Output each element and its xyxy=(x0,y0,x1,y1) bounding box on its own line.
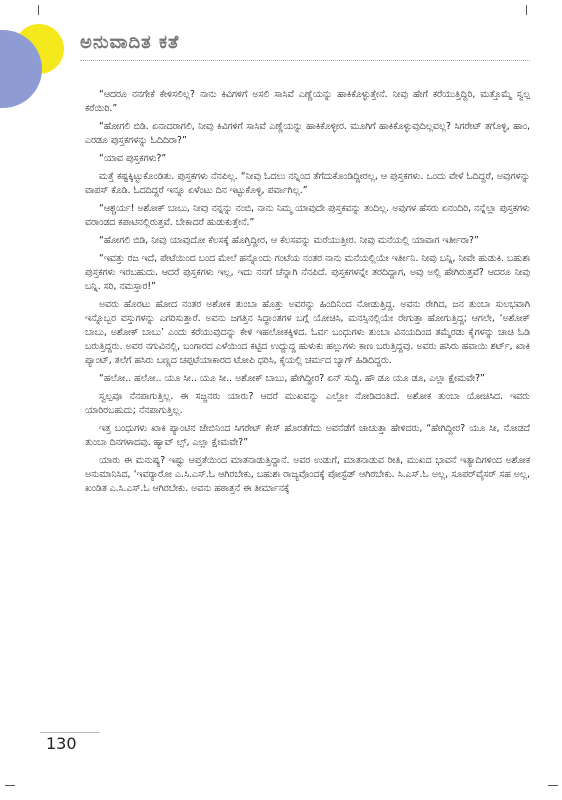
paragraph: ಸ್ವಲ್ಪವೂ ನೆನಪಾಗುತ್ತಿಲ್ಲ. ಈ ಸಜ್ಜನರು ಯಾರು? ಆದರೆ ಮುಖವನ್ನು ಎಲ್ಲೋ ನೋಡಿದಂತಿದೆ. ಅಶೋಕ ತುಂಬಾ ಯೋಚಿಸಿದ. ಇವರು ಯಾರಿರಬಹುದು; ನೆನಪಾಗುತ್ತಿಲ್ಲ. xyxy=(85,391,530,416)
footer-divider xyxy=(40,732,100,733)
story-text xyxy=(85,88,530,500)
paragraph: “ಹಲೋ.. ಹಲೋ.. ಯೂ ಸೀ.. ಯೂ ಸೀ.. ಅಶೋಕ್ ಬಾಬು, ಹೇಗಿದ್ದೀರ? ಏನ್ ಸುದ್ದಿ. ಹೌ ಡೂ ಯೂ ಡೂ, ಎಲ್ಲಾ ಕ್ಷೇಮವೇ?” xyxy=(99,373,485,384)
crop-mark xyxy=(526,5,527,15)
page-number: 130 xyxy=(46,734,77,753)
paragraph: ಮತ್ತೆ ಕಷ್ಟಕ್ಕಿಟ್ಟುಕೊಂಡಿತು. ಪುಸ್ತಕಗಳು ನೆನಪಿಲ್ಲ. “ನೀವು ಓದಲು ನನ್ನಿಂದ ತೆಗೆದುಕೊಂಡಿದ್ದೀರಲ್ಲ, ಆ ಪುಸ್ತಕಗಳು. ಒಂದು ವೇಳೆ ಓದಿದ್ದರೆ, ಅವುಗಳನ್ನು ವಾಪಸ್ ಕೊಡಿ. ಓದದಿದ್ದರೆ ಇನ್ನೂ ಏಳೆಂಟು ದಿನ ಇಟ್ಟುಕೊಳ್ಳಿ, ಪರ್ವಾಗಿಲ್ಲ.” xyxy=(85,171,530,196)
paragraph: “ಆದರೂ ನನಗೇಕೆ ಕೇಳಿಸಲಿಲ್ಲ? ನಾನು ಕಿವಿಗಳಿಗೆ ಅಸಲಿ ಸಾಸಿವೆ ಎಣ್ಣೆಯನ್ನು ಹಾಕಿಕೊಳ್ಳುತ್ತೇನೆ. ನೀವು ಹೇಗೆ ಕರೆಯುತ್ತಿದ್ದಿರಿ, ಮತ್ತೊಮ್ಮೆ ಸ್ವಲ್ಪ ಕರೆಯಿರಿ.” xyxy=(85,89,530,114)
paragraph: “ಆಶ್ಚರ್ಯ! ಅಶೋಕ್ ಬಾಬು, ನೀವು ನನ್ನನ್ನು ನಂಬಿ, ನಾನು ನಿಮ್ಮ ಯಾವುದೇ ಪುಸ್ತಕವನ್ನು ತಂದಿಲ್ಲ. ಅವುಗಳ ಹೆಸರು ಏನಂದಿರಿ, ನನ್ನೆಲ್ಲಾ ಪುಸ್ತಕಗಳು ವರಾಂಡದ ಕಪಾಟಿನಲ್ಲಿರುತ್ತವೆ. ಬೇಕಾದರೆ ಹುಡುಕುತ್ತೇನೆ.” xyxy=(85,203,530,228)
paragraph: ಅವರು ಹೊರಟು ಹೋದ ನಂತರ ಅಶೋಕ ತುಂಬಾ ಹೊತ್ತು ಅವರನ್ನು ಹಿಂದಿನಿಂದ ನೋಡುತ್ತಿದ್ದ. ಅವನು ರೇಗಿದ, ಜನ ತುಂಬಾ ಸುಲಭವಾಗಿ ಇನ್ನೊಬ್ಬರ ವಸ್ತುಗಳನ್ನು ಎಗರಿಸುತ್ತಾರೆ. ಅವನು ಜಗತ್ತಿನ ಸಿದ್ಧಾಂತಗಳ ಬಗ್ಗೆ ಯೋಚಿಸಿ, ಮನಸ್ಸಿನಲ್ಲಿಯೇ ರೇಗುತ್ತಾ ಹೋಗುತ್ತಿದ್ದ; ಆಗಲೇ, ‘ಅಶೋಕ್ ಬಾಬು, ಅಶೋಕ್ ಬಾಬು’ ಎಂದು ಕರೆಯುವುದನ್ನು ಕೇಳಿ ಇಹಲೋಕಕ್ಕಿಳಿದ. ಓರ್ವ ಬಂಧುಗಳು ತುಂಬಾ ವಿನಯದಿಂದ ತಮ್ಮೆರಡು ಕೈಗಳನ್ನು ಚಾಚಿ ಓಡಿ ಬರುತ್ತಿದ್ದರು. ಅವರ ನಗುವಿನಲ್ಲಿ, ಬಂಗಾರದ ಎಳೆಯಿಂದ ಕಟ್ಟಿದ ಉದ್ದುದ್ದ ಹುಳುಕು ಹಲ್ಲುಗಳು ಕಾಣ ಬರುತ್ತಿದ್ದವು. ಅವರು ಹಸಿರು ಹವಾಯಿ ಶರ್ಟ್, ಖಾಕಿ ಪ್ಯಾಂಟ್, ತಲೆಗೆ ಹಸಿರು ಬಣ್ಣದ ಚಪ್ಪಟೆಯಾಕಾರದ ಟೋಪಿ ಧರಿಸಿ, ಕೈಯಲ್ಲಿ ಚರ್ಮದ ಬ್ಯಾಗ್ ಹಿಡಿದಿದ್ದರು. xyxy=(85,299,530,366)
paragraph: “ಹೋಗಲಿ ಬಿಡಿ, ನೀವು ಯಾವುದೋ ಕೆಲಸಕ್ಕೆ ಹೊಗ್ತಿದ್ದೀರ, ಆ ಕೆಲಸವನ್ನು ಮರೆಯುತ್ತೀರ. ನೀವು ಮನೆಯಲ್ಲಿ ಯಾವಾಗ ಇರ್ತೀರಾ?” xyxy=(99,235,479,246)
crop-mark xyxy=(548,785,558,786)
paragraph: ಯಾರು ಈ ಮನುಷ್ಯ? ಇಷ್ಟು ಆಪ್ತತೆಯಿಂದ ಮಾತನಾಡುತ್ತಿದ್ದಾನೆ. ಅವರ ಉಡುಗೆ, ಮಾತನಾಡುವ ರೀತಿ, ಮುಖದ ಭಾವನೆ ಇತ್ಯಾದಿಗಳಿಂದ ಅಶೋಕ ಅನುಮಾನಿಸಿದ, ‘ಇವರ್‍ಯಾರೋ ಎ.ಸಿ.ಎಸ್.ಓ ಆಗಿರಬೇಕು, ಬಹುಶಃ ರಾಜ್ಯವೊಂದಕ್ಕೆ ಪೋಸ್ಟೆಡ್ ಆಗಿರಬೇಕು. ಸಿ.ಎಸ್.ಓ ಅಲ್ಲ, ಸೂಪರ್‌ವೈಸರ್ ಸಹ ಅಲ್ಲ, ಖಂಡಿತ ಎ.ಸಿ.ಎಸ್.ಓ ಆಗಿರಬೇಕು. ಅವನು ಹಠಾತ್ತನೆ ಈ ತೀರ್ಮಾನಕ್ಕೆ xyxy=(85,455,530,494)
section-title: ಅನುವಾದಿತ ಕತೆ xyxy=(80,32,180,53)
paragraph: ಇತ್ತ ಬಂಧುಗಳು ಖಾಕಿ ಪ್ಯಾಂಟಿನ ಜೇಬಿನಿಂದ ಸಿಗರೇಟ್ ಕೇಸ್ ಹೊರತೆಗೆದು ಅವನೆಡೆಗೆ ಚಾಚುತ್ತಾ ಹೇಳಿದರು, “ಹೇಗಿದ್ದೀರ? ಯೂ ಸೀ, ನೋಡದೆ ತುಂಬಾ ದಿನಗಳಾದವು. ಹ್ಯಾವ್ ಲ್ಸ್, ಎಲ್ಲಾ ಕ್ಷೇಮವೇ?” xyxy=(85,423,530,448)
title-divider xyxy=(80,60,530,61)
paragraph: “ಯಾವ ಪುಸ್ತಕಗಳು?” xyxy=(99,153,167,164)
crop-mark xyxy=(5,785,15,786)
paragraph: “ಇವತ್ತು ರಜ ಇದೆ, ಪೇಟೆಯಿಂದ ಬಂದ ಮೇಲೆ ಹನ್ನೊಂದು ಗಂಟೆಯ ನಂತರ ನಾನು ಮನೆಯಲ್ಲಿಯೇ ಇರ್ತೀನಿ. ನೀವು ಬನ್ನಿ, ನೀವೇ ಹುಡುಕಿ. ಬಹುಶಃ ಪುಸ್ತಕಗಳು ಇರಬಹುದು. ಆದರೆ ಪುಸ್ತಕಗಳು ಇಲ್ಲ, ಇದು ನನಗೆ ಚೆನ್ನಾಗಿ ನೆನಪಿದೆ. ಪುಸ್ತಕಗಳನ್ನೇ ತರದಿದ್ದಾಗ, ಅವು ಅಲ್ಲಿ ಹೇಗಿರುತ್ತವೆ? ಆದರೂ ನೀವು ಬನ್ನಿ. ಸರಿ, ನಮಸ್ತಾರ!” xyxy=(85,253,530,292)
crop-mark xyxy=(38,5,39,15)
paragraph: “ಹೋಗಲಿ ಬಿಡಿ. ಏನಾದರಾಗಲಿ, ನೀವು ಕಿವಿಗಳಿಗೆ ಸಾಸಿವೆ ಎಣ್ಣೆಯನ್ನು ಹಾಕಿಕೊಳ್ಳೀರ. ಮೂಗಿಗೆ ಹಾಕಿಕೊಳ್ಳುವುದಿಲ್ಲವಲ್ಲ? ಸಿಗರೇಟ್ ತಗೊಳ್ಳಿ, ಹಾಂ, ಎರಡೂ ಪುಸ್ತಕಗಳನ್ನು ಓದಿದಿರಾ?” xyxy=(85,121,530,146)
